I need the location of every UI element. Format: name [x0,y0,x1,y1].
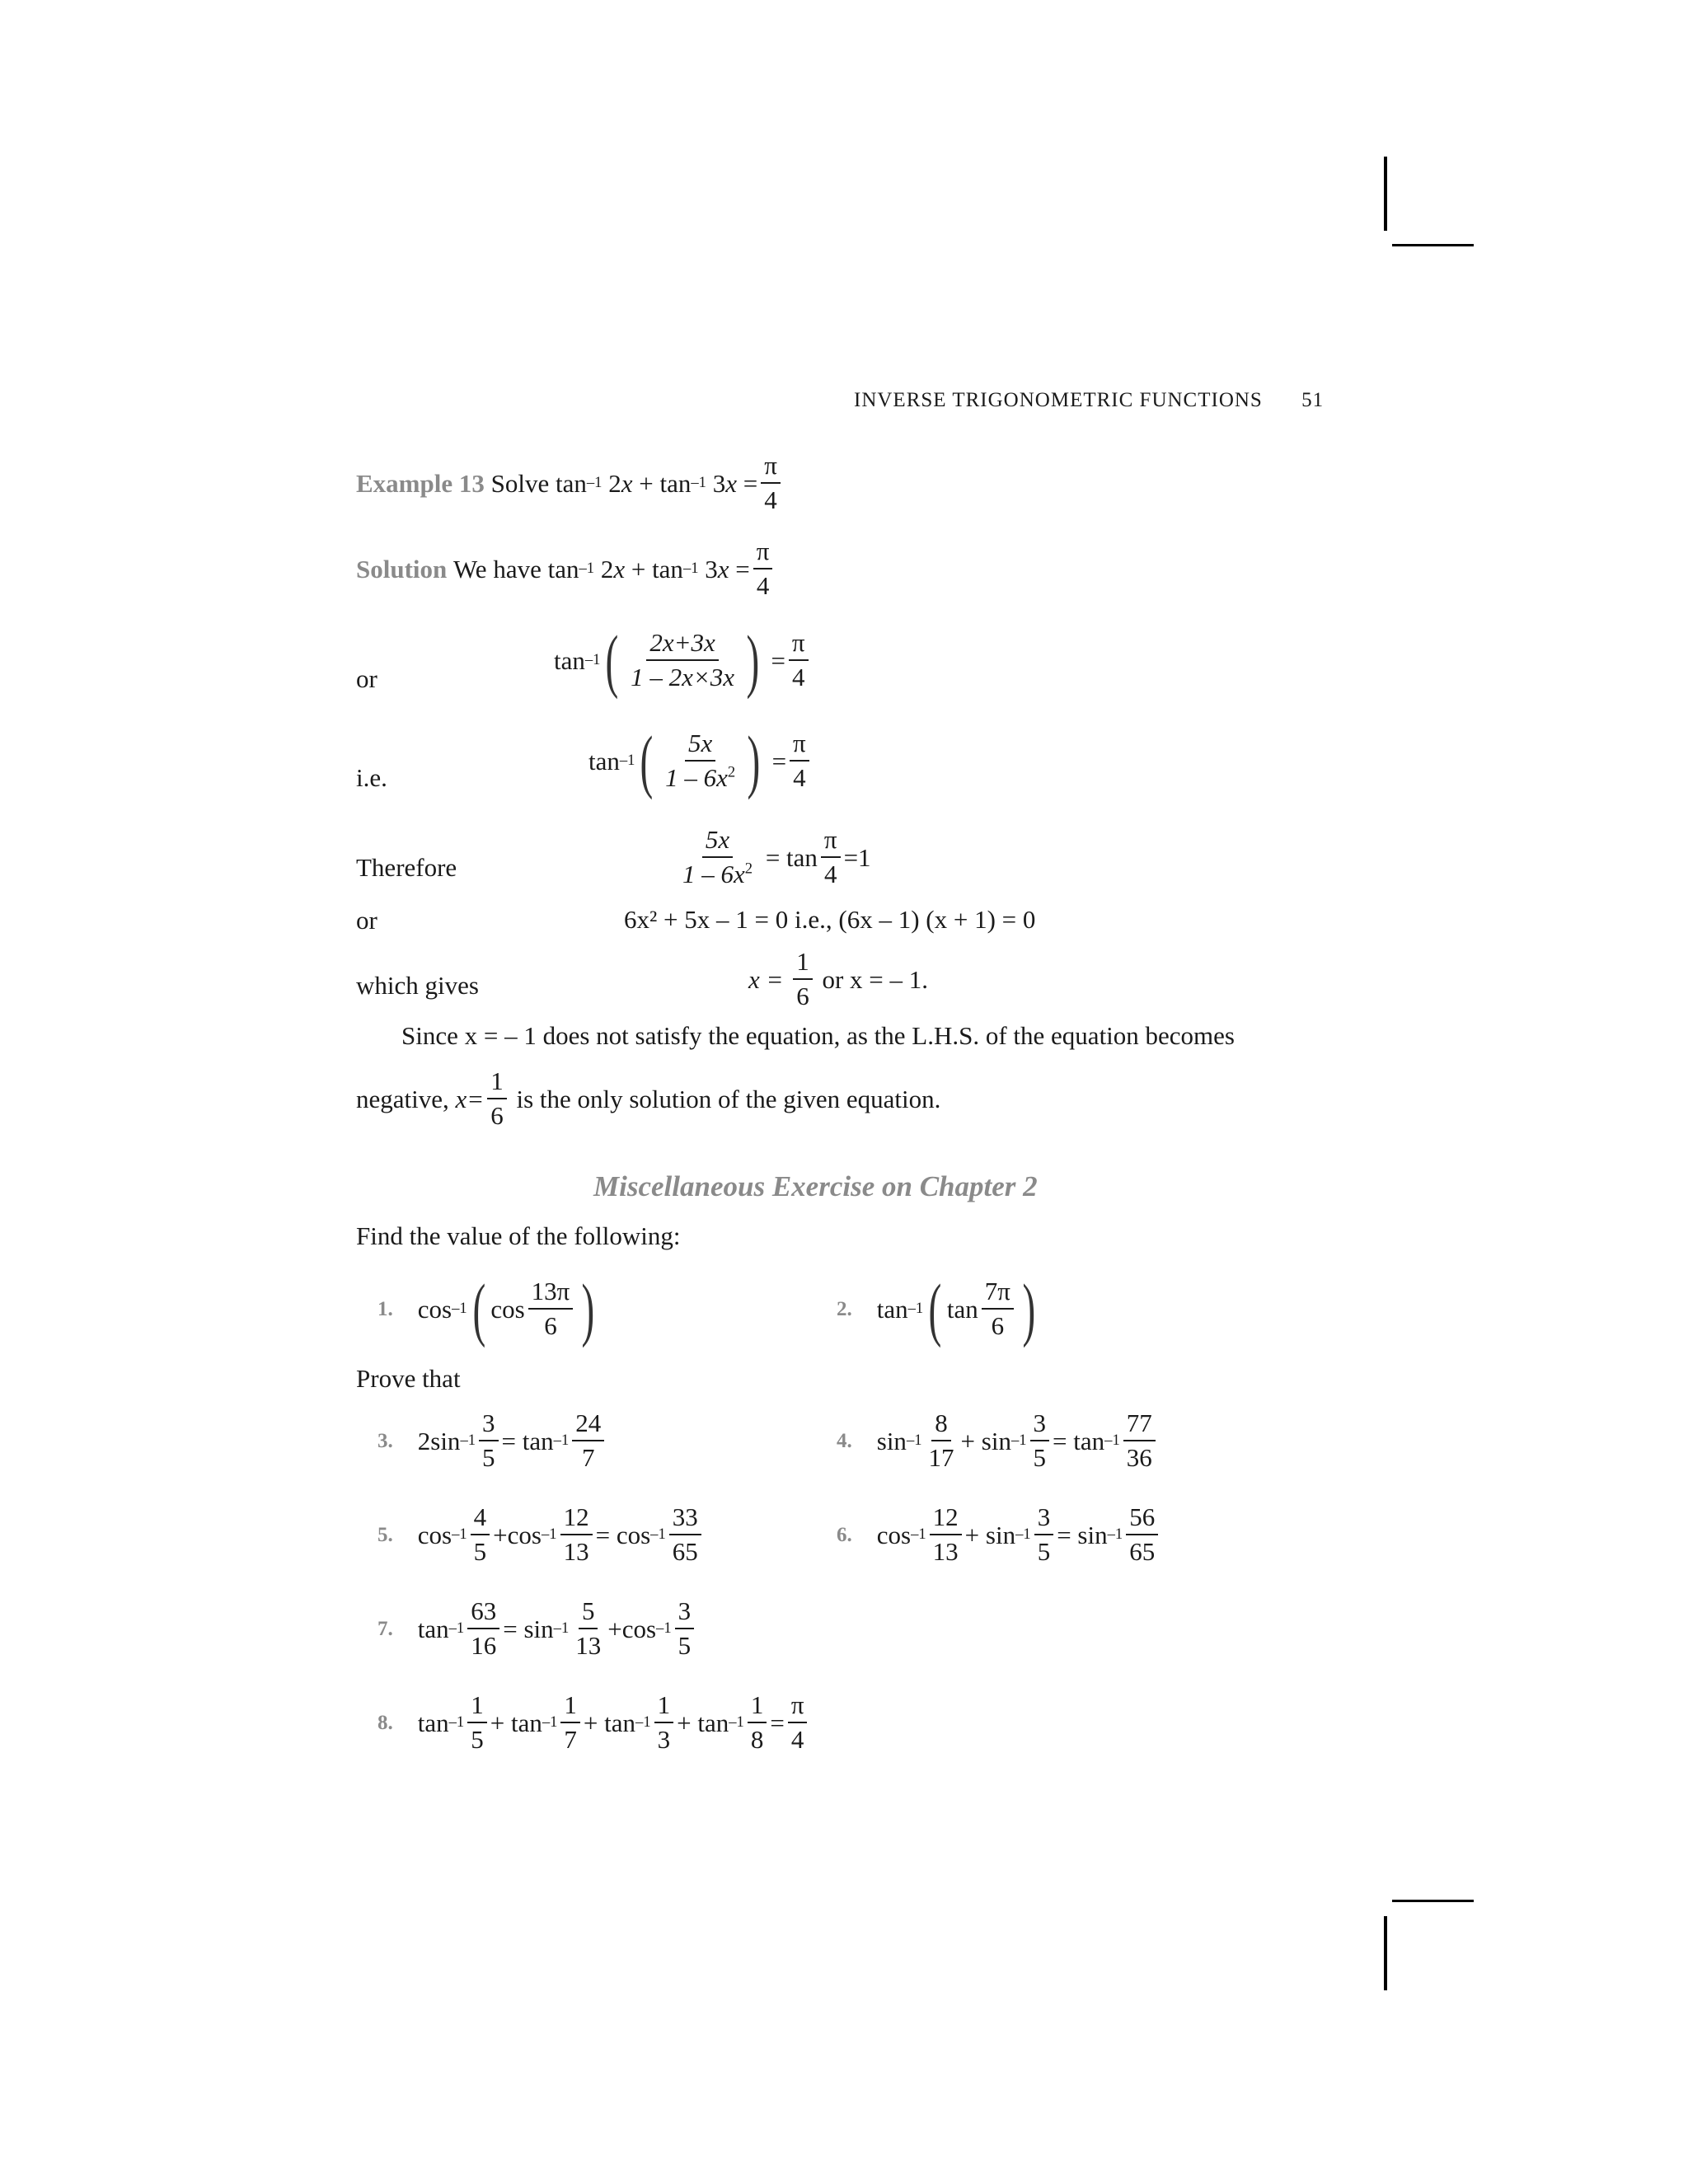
crop-mark-top-vertical [1384,157,1387,231]
math-text: Solve [490,468,550,498]
fraction [675,1597,695,1660]
math-text: cos [490,1294,525,1324]
math-text: = [743,468,758,498]
math-text: or x = – 1. [822,964,928,994]
math-text: = [771,746,787,776]
fraction-denominator: 4 [824,860,837,889]
math-text: 2 [608,468,621,498]
math-text: sin [1077,1520,1108,1549]
math-text: sin [876,1426,907,1455]
fraction [471,1503,490,1566]
exercise-8: 8. tan –1 $\frac{1}{5}$ + tan –1 $\frac{1}{7}$ + tan –1 $\frac{1}{3}$ + tan –1 $\frac{1}{8}$ = $\frac{\pi}{4}$ [377,1691,810,1754]
fraction-denominator: 16 [471,1631,497,1661]
fraction [467,1597,499,1660]
fraction [560,1691,580,1754]
fraction-pi-over-4 [761,452,781,514]
fraction-numerator: 63 [467,1597,499,1629]
fraction-numerator: 5x [685,729,715,762]
math-text: =1 [843,842,871,872]
fraction-numerator: 1 [748,1691,767,1723]
math-text: = [1057,1520,1071,1549]
running-header [854,390,1324,410]
math-text: tan [1073,1426,1105,1455]
parenthesis: ( [928,1269,942,1348]
fraction-denominator: 36 [1126,1443,1152,1473]
math-text: cos [417,1520,452,1549]
step-therefore-equation [676,826,871,888]
fraction-numerator: π [789,629,809,661]
crop-mark-bottom-horizontal [1392,1900,1474,1902]
fraction-denominator: 17 [928,1443,954,1473]
math-text: tan [946,1294,978,1324]
math-text: + [677,1708,692,1737]
fraction [572,1597,604,1660]
fraction-numerator: 13π [528,1277,574,1310]
fraction-denominator: 1 – 2x×3x [631,663,735,691]
fraction-denominator: 5 [471,1725,484,1755]
parenthesis: ) [746,621,760,700]
math-text: 2sin [417,1426,461,1455]
math-text: tan [554,645,585,675]
math-text: 3 [712,468,726,498]
fraction [788,1691,808,1754]
math-text: negative, [356,1084,449,1113]
misc-exercise-heading: Miscellaneous Exercise on Chapter 2 [593,1170,1038,1202]
since-paragraph-line1: Since x = – 1 does not satisfy the equation, as the L.H.S. of the equation becomes [401,1021,1235,1050]
fraction-numerator: 2x+3x [646,629,718,661]
fraction [560,1503,593,1566]
fraction-denominator: 13 [563,1537,589,1567]
example-label: Example 13 [356,468,485,498]
fraction-denominator: 13 [575,1631,602,1661]
example-13: Example 13 Solve tan –1 2 x + tan –1 3 x = $\frac{\pi}{4}$ [356,452,784,514]
crop-mark-bottom-vertical [1384,1916,1387,1990]
parenthesis: ) [581,1269,595,1348]
math-text: x [613,554,626,583]
math-text: = [771,645,785,675]
fraction-denominator: 13 [932,1537,959,1567]
superscript: 2 [744,860,753,878]
math-text: x [621,468,633,498]
fraction-numerator: 3 [1034,1503,1054,1535]
fraction-numerator: 56 [1126,1503,1158,1535]
fraction-denominator: 5 [1037,1537,1051,1567]
fraction [793,948,813,1010]
math-text: cos [876,1520,912,1549]
page-number: 51 [1301,389,1325,411]
fraction-numerator: π [821,826,841,858]
fraction [982,1277,1014,1340]
fraction-numerator: π [753,537,773,569]
math-text: 7. [377,1617,393,1640]
fraction-numerator: 12 [560,1503,593,1535]
math-text: + [639,468,654,498]
step-ie-label: i.e. [356,763,387,792]
math-text: 5. [377,1523,393,1546]
math-text: tan [522,1426,554,1455]
step-ie-equation: tan –1 ( $\frac{5x}{1 - 6x^2}$ ) = $\frac{\pi}{4}$ [588,725,813,796]
fraction [654,1691,674,1754]
math-text: x [717,554,729,583]
math-text: sin [981,1426,1011,1455]
math-text: = [501,1426,517,1455]
fraction-denominator: 65 [672,1537,698,1567]
fraction [662,729,738,792]
step-therefore-label: Therefore [356,853,457,882]
fraction-denominator [662,762,738,792]
fraction-denominator: 65 [1129,1537,1156,1567]
fraction-numerator: π [761,452,781,484]
exercise-4: 4. sin –1 $\frac{8}{17}$ + sin –1 $\frac{3}{5}$ = tan –1 $\frac{77}{36}$ [837,1409,1159,1472]
math-text: tan [588,746,620,776]
fraction [790,729,809,792]
math-text: = [595,1520,611,1549]
math-text: + [493,1520,508,1549]
math-text: + [490,1708,505,1737]
fraction-numerator: 12 [930,1503,962,1535]
step-or2-label: or [356,906,377,935]
math-text: tan [604,1708,636,1737]
math-text: 1. [377,1297,393,1320]
header-title: INVERSE TRIGONOMETRIC FUNCTIONS [854,389,1263,411]
fraction-numerator: π [790,729,809,762]
fraction-numerator: 5 [579,1597,598,1629]
fraction-numerator: 24 [572,1409,604,1441]
fraction-numerator: 8 [931,1409,951,1441]
math-text: x [725,468,737,498]
fraction-numerator: 1 [654,1691,674,1723]
math-text: 2 [600,554,614,583]
exercise-6: 6. cos –1 $\frac{12}{13}$ + sin –1 $\frac{3}{5}$ = sin –1 $\frac{56}{65}$ [837,1503,1161,1566]
fraction-numerator: 77 [1123,1409,1156,1441]
solution-label: Solution [356,554,448,583]
math-text: tan [417,1708,449,1737]
exercise-2: 2. tan –1 ( tan $\frac{7\pi}{6}$ ) [837,1269,1036,1348]
fraction-numerator: 1 [487,1067,507,1099]
fraction-numerator: 1 [560,1691,580,1723]
math-text: + [960,1426,976,1455]
fraction [479,1409,499,1472]
math-text: + [583,1708,598,1737]
fraction [669,1503,701,1566]
step-which-gives-equation [748,948,928,1010]
exercise-1: 1. cos –1 ( cos $\frac{13\pi}{6}$ ) [377,1269,595,1348]
parenthesis: ( [472,1269,485,1348]
math-text: tan [659,468,692,498]
fraction-denominator: 6 [490,1101,504,1131]
exercise-7: 7. tan –1 $\frac{63}{16}$ = sin –1 $\frac{5}{13}$ + cos –1 $\frac{3}{5}$ [377,1597,697,1660]
step-which-gives-label: which gives [356,971,479,1000]
fraction-numerator: 3 [675,1597,695,1629]
fraction-denominator: 6 [796,982,809,1011]
math-text: = [1053,1426,1067,1455]
math-text: We have [453,554,542,583]
exercise-5: 5. cos –1 $\frac{4}{5}$ + cos –1 $\frac{12}{13}$ = cos –1 $\frac{33}{65}$ [377,1503,705,1566]
fraction [930,1503,962,1566]
math-text: cos [417,1294,452,1324]
fraction-denominator: 5 [678,1631,692,1661]
fraction [487,1067,507,1130]
fraction-denominator: 4 [793,763,806,792]
fraction-denominator: 4 [756,571,770,601]
fraction-denominator: 6 [991,1311,1005,1340]
fraction-denominator: 8 [750,1725,764,1755]
fraction-denominator: 5 [473,1537,487,1567]
prove-that-label: Prove that [356,1364,461,1393]
math-text: cos [621,1614,657,1643]
fraction-numerator: 7π [982,1277,1014,1310]
since-paragraph-line2 [356,1067,940,1130]
fraction [748,1691,767,1754]
math-text: tan [510,1708,542,1737]
solution: Solution We have tan –1 2 x + tan –1 3 x = $\frac{\pi}{4}$ [356,537,776,600]
fraction-denominator: 4 [792,663,805,691]
math-text: sin [985,1520,1016,1549]
math-text: + [964,1520,980,1549]
math-text: tan [547,554,579,583]
math-text: = [770,1708,785,1737]
math-text: + [631,554,646,583]
fraction [821,826,841,888]
fraction-numerator: 3 [479,1409,499,1441]
fraction-denominator: 3 [657,1725,671,1755]
fraction-denominator [679,858,756,888]
exercise-3: 3. 2sin –1 $\frac{3}{5}$ = tan –1 $\frac{24}{7}$ [377,1409,607,1472]
fraction [528,1277,574,1340]
fraction-denominator: 4 [764,485,777,515]
fraction [1126,1503,1158,1566]
superscript: 2 [727,763,736,781]
fraction-numerator: 33 [669,1503,701,1535]
fraction-denominator: 7 [581,1443,595,1473]
fraction-numerator: 1 [467,1691,487,1723]
math-text: tan [697,1708,729,1737]
fraction-denominator: 5 [1033,1443,1047,1473]
fraction [572,1409,604,1472]
math-text: + [607,1614,622,1643]
parenthesis: ( [640,721,654,800]
fraction-denominator: 5 [482,1443,495,1473]
math-text: tan [417,1614,449,1643]
math-text: = [503,1614,518,1643]
math-text: tan [652,554,683,583]
parenthesis: ) [747,721,761,800]
fraction [753,537,773,600]
math-text: x= [455,1084,485,1113]
math-text: tan [556,468,587,498]
fraction [467,1691,487,1754]
step-or-equation: tan –1 ( $\frac{2x+3x}{1 - 2x\times 3x}$ ) = $\frac{\pi}{4}$ [554,625,812,696]
fraction [679,826,756,888]
fraction-numerator: 3 [1030,1409,1050,1441]
math-text: cos [616,1520,651,1549]
fraction [926,1409,958,1472]
fraction-denominator: 4 [790,1725,804,1755]
math-text: = [765,842,781,872]
math-text: x = [748,964,784,994]
fraction [1030,1409,1050,1472]
parenthesis: ) [1022,1269,1036,1348]
math-text: cos [507,1520,542,1549]
fraction [1034,1503,1054,1566]
crop-mark-top-horizontal [1392,244,1474,246]
fraction-denominator: 6 [544,1311,557,1340]
fraction [789,629,809,691]
math-text: 1 – 6x [665,763,728,792]
math-text: 6. [837,1523,852,1546]
math-text: 4. [837,1429,852,1452]
math-text: 3. [377,1429,393,1452]
math-text: 2. [837,1297,852,1320]
math-text: 8. [377,1711,393,1734]
math-text: 1 – 6x [682,860,745,889]
fraction-denominator: 7 [564,1725,577,1755]
math-text: sin [523,1614,554,1643]
fraction-numerator: 5x [702,826,733,858]
step-or-label: or [356,664,377,693]
math-text: = [735,554,750,583]
fraction-numerator: 4 [471,1503,490,1535]
math-text: tan [786,842,818,872]
math-text: is the only solution of the given equation. [516,1084,941,1113]
fraction-numerator: π [788,1691,808,1723]
fraction-numerator: 1 [793,948,813,980]
fraction [1123,1409,1156,1472]
fraction [627,629,738,691]
math-text: 3 [705,554,718,583]
find-value-label: Find the value of the following: [356,1221,681,1250]
parenthesis: ( [605,621,619,700]
step-quadratic: 6x² + 5x – 1 = 0 i.e., (6x – 1) (x + 1) = 0 [624,905,1036,934]
math-text: tan [876,1294,908,1324]
